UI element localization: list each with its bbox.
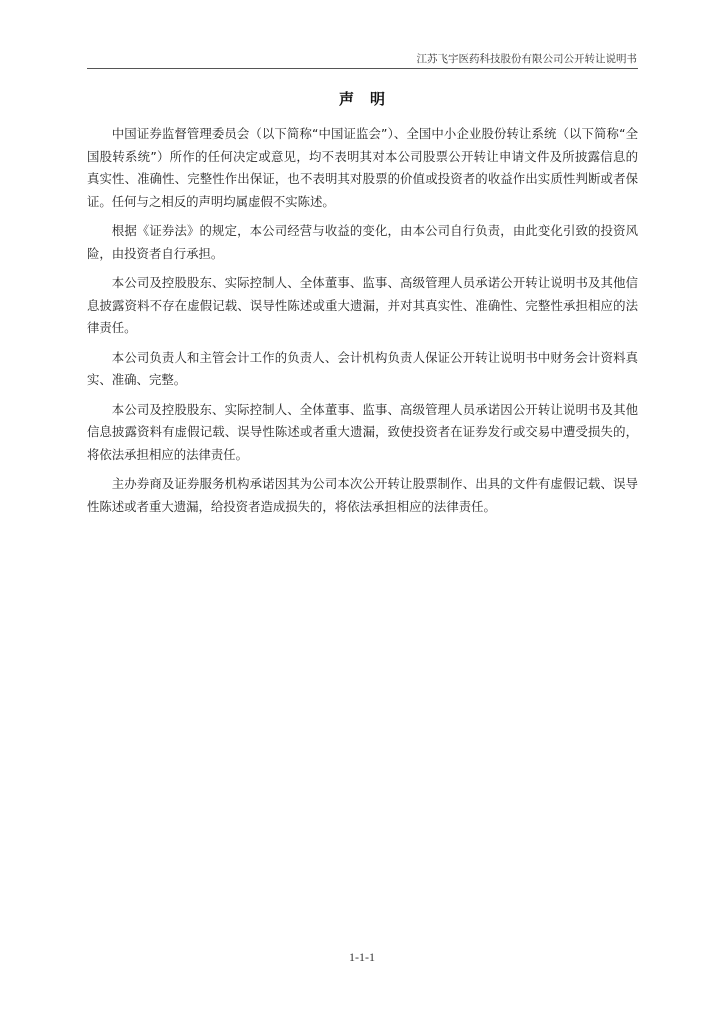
paragraph-regulator-disclaimer: 中国证券监督管理委员会（以下简称“中国证监会”）、全国中小企业股份转让系统（以下简称“全国股转系统”）所作的任何决定或意见，均不表明其对本公司股票公开转让申请文件及所披露信息的真实性、准确性、完整性作出保证，也不表明其对股票的价值或投资者的收益作出实质性判断或者保证。任何与之相反的声明均属虚假不实陈述。	[87, 126, 638, 209]
header-divider	[87, 68, 638, 69]
paragraph-sponsor-commitment: 主办券商及证券服务机构承诺因其为公司本次公开转让股票制作、出具的文件有虚假记载、误导性陈述或者重大遗漏，给投资者造成损失的，将依法承担相应的法律责任。	[87, 476, 638, 514]
declaration-body	[87, 123, 638, 525]
paragraph-liability-undertaking: 本公司及控股股东、实际控制人、全体董事、监事、高级管理人员承诺因公开转让说明书及其他信息披露资料有虚假记载、误导性陈述或者重大遗漏，致使投资者在证券发行或交易中遭受损失的，将依法承担相应的法律责任。	[87, 401, 638, 462]
running-header: 江苏飞宇医药科技股份有限公司公开转让说明书	[416, 53, 637, 65]
page-title-char-1: 声	[338, 90, 354, 108]
paragraph-company-commitment: 本公司及控股股东、实际控制人、全体董事、监事、高级管理人员承诺公开转让说明书及其他信息披露资料不存在虚假记载、误导性陈述或重大遗漏，并对其真实性、准确性、完整性承担相应的法律责任。	[87, 275, 638, 335]
page-title-char-2: 明	[370, 90, 386, 108]
paragraph-investment-risk: 根据《证券法》的规定，本公司经营与收益的变化，由本公司自行负责，由此变化引致的投资风险，由投资者自行承担。	[87, 223, 638, 261]
page-number: 1-1-1	[349, 950, 375, 964]
page-title	[0, 88, 724, 110]
paragraph-financial-assurance: 本公司负责人和主管会计工作的负责人、会计机构负责人保证公开转让说明书中财务会计资料真实、准确、完整。	[87, 349, 638, 387]
